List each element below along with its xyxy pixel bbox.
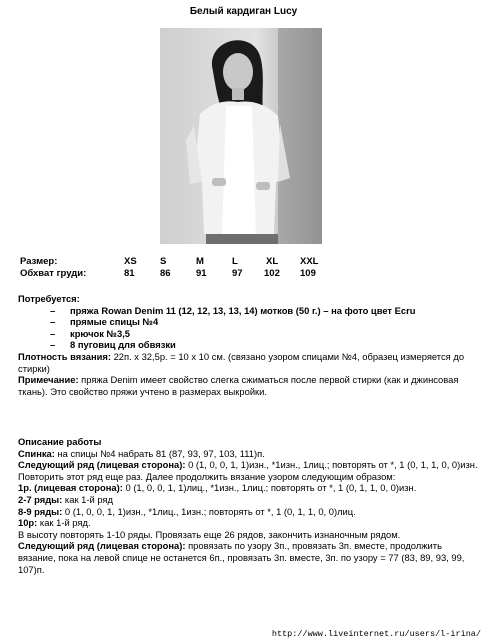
note-paragraph [18,374,478,397]
size-value: XXL [300,256,319,267]
list-item: – пряжа Rowan Denim 11 (12, 12, 13, 13, 14) мотков (50 г.) – на фото цвет Ecru [18,305,478,317]
size-value: XL [266,256,279,267]
chest-value: 102 [264,268,280,279]
work-line-label: 10р: [18,517,38,529]
note-text: пряжа Denim имеет свойство слегка сжиматься после первой стирки (как и джинсовая ткань). Это свойство пряжи учтено в размерах выкройки. [18,374,459,397]
work-line [18,540,478,575]
work-line-text: 0 (1, 0, 0, 1, 1)лиц., *1изн., 1лиц.; повторять от *, 1 (0, 1, 1, 0, 0)изн. [122,482,417,494]
size-value: XS [124,256,137,267]
model-photo [160,28,322,244]
work-line-label: 2-7 ряды: [18,493,63,505]
size-value: S [160,256,167,267]
work-line-text: 0 (1, 0, 0, 1, 1)изн., *1изн., 1лиц.; повторять от *, 1 (0, 1, 1, 0, 0)изн. [185,459,478,471]
work-line [18,471,478,483]
work-line-text: Повторить этот ряд еще раз. Далее продолжить вязание узором следующим образом: [18,470,396,482]
work-line-label: 1р. (лицевая сторона): [18,482,123,494]
work-line [18,448,478,460]
work-line-text: провязать по узору 3п., провязать 3п. вместе, продолжить вязание, пока на левой спице не останется 6п., провязать 3п. вместе, 3п. по узору = 77 (83, 89, 93, 99, 107)п. [18,540,465,575]
work-line [18,529,478,541]
work-line [18,494,478,506]
work-line-text: В высоту повторять 1-10 ряды. Провязать еще 26 рядов, закончить изнаночным рядом. [18,528,401,540]
list-item: – крючок №3,5 [18,328,478,340]
chest-label: Обхват груди: [20,268,87,279]
list-item: – прямые спицы №4 [18,316,478,328]
materials-section [18,293,478,397]
work-line-text: 0 (1, 0, 0, 1, 1)изн., *1лиц., 1изн.; повторять от *, 1 (0, 1, 1, 0, 0)лиц. [62,505,356,517]
work-line-label: Следующий ряд (лицевая сторона): [18,459,186,471]
work-line [18,517,478,529]
gauge-paragraph [18,351,478,374]
work-line [18,506,478,518]
work-line-text: как 1-й ряд [62,493,113,505]
size-value: M [196,256,204,267]
work-line-label: Следующий ряд (лицевая сторона): [18,540,186,552]
work-heading: Описание работы [18,436,102,447]
list-item: – 8 пуговиц для обвязки [18,339,478,351]
gauge-text: 22п. x 32,5р. = 10 x 10 см. (связано узором спицами №4, образец измеряется до стирки) [18,350,465,374]
work-section [18,436,478,575]
work-line-label: Спинка: [18,447,55,459]
work-line [18,459,478,471]
materials-heading: Потребуется: [18,293,80,304]
work-line-text: на спицы №4 набрать 81 (87, 93, 97, 103, 111)п. [54,447,265,459]
chest-value: 109 [300,268,316,279]
size-label: Размер: [20,256,58,267]
source-url: http://www.liveinternet.ru/users/l-irina/ [271,629,481,639]
work-line-label: 8-9 ряды: [18,505,63,517]
work-line [18,482,478,494]
chest-value: 97 [232,268,243,279]
work-line-text: как 1-й ряд. [37,517,91,529]
gauge-label: Плотность вязания: [18,350,111,362]
model-photo-image [160,28,322,244]
chest-value: 86 [160,268,171,279]
chest-value: 81 [124,268,135,279]
document-title: Белый кардиган Lucy [189,6,298,17]
materials-list [18,305,478,351]
size-value: L [232,256,238,267]
chest-value: 91 [196,268,207,279]
note-label: Примечание: [18,374,79,386]
